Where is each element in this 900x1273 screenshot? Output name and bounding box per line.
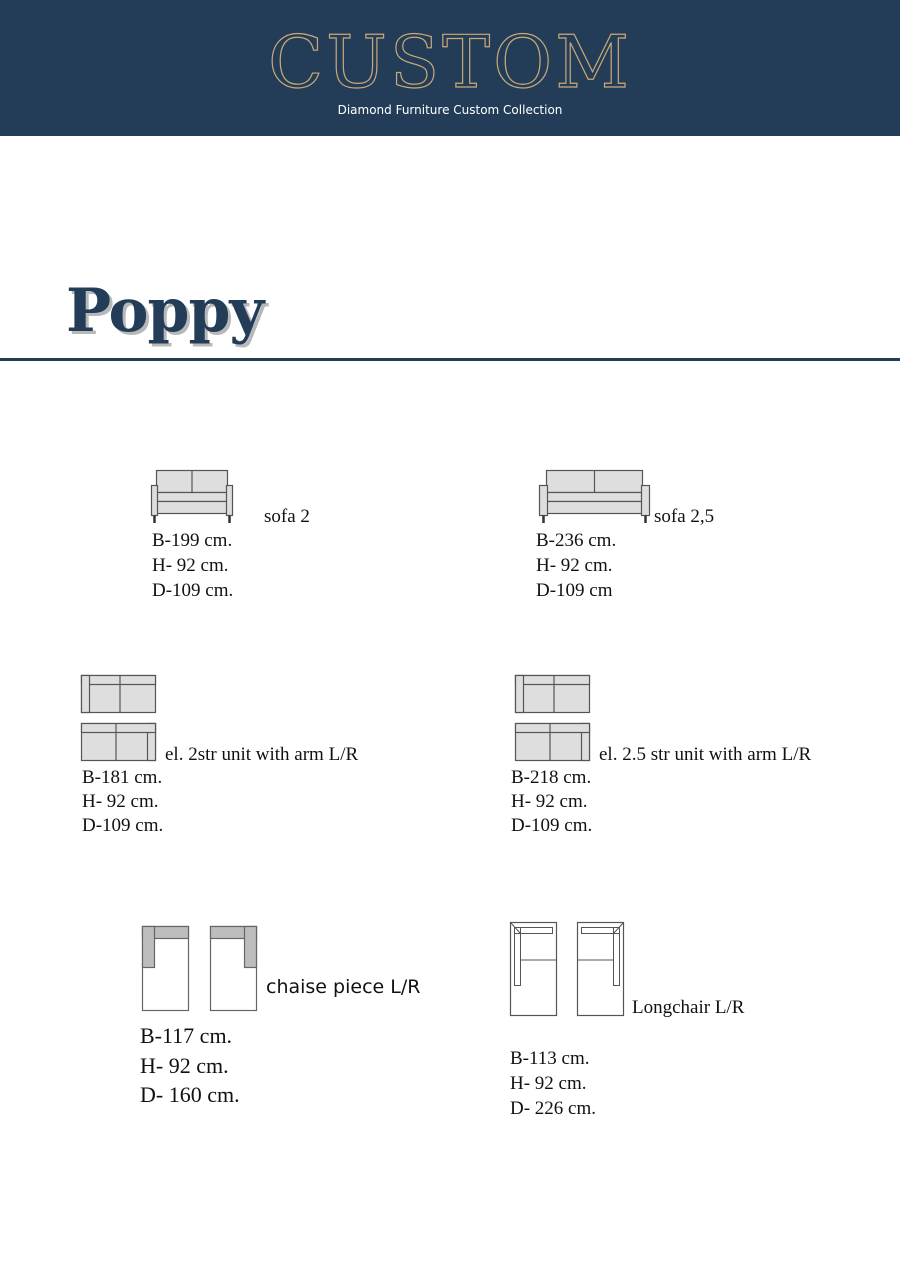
width-dimension: B-113 cm. xyxy=(510,1048,590,1069)
brand-tagline: Diamond Furniture Custom Collection xyxy=(337,103,563,117)
brand-logo: CUSTOM xyxy=(268,20,632,104)
product-label: Longchair L/R xyxy=(632,997,745,1018)
height-dimension: H- 92 cm. xyxy=(536,555,613,576)
page-title: Poppy xyxy=(66,276,264,346)
height-dimension: H- 92 cm. xyxy=(140,1052,229,1078)
two-seater-unit-with-arm-icon xyxy=(80,674,158,764)
width-dimension: B-199 cm. xyxy=(152,530,233,551)
header-banner xyxy=(0,0,900,136)
height-dimension: H- 92 cm. xyxy=(510,1073,587,1094)
product-label: sofa 2 xyxy=(264,506,310,527)
product-label: chaise piece L/R xyxy=(266,976,421,998)
depth-dimension: D- 226 cm. xyxy=(510,1098,597,1119)
width-dimension: B-236 cm. xyxy=(536,530,617,551)
product-label: el. 2str unit with arm L/R xyxy=(165,744,359,765)
width-dimension: B-218 cm. xyxy=(511,767,592,788)
depth-dimension: D-109 cm. xyxy=(152,580,234,601)
height-dimension: H- 92 cm. xyxy=(82,791,159,812)
sofa-2-5-icon xyxy=(538,469,651,525)
chaise-piece-icon xyxy=(139,924,263,1014)
product-label: sofa 2,5 xyxy=(654,506,715,527)
title-divider xyxy=(0,358,900,361)
two-and-half-seater-unit-with-arm-icon xyxy=(514,674,592,764)
height-dimension: H- 92 cm. xyxy=(511,791,588,812)
depth-dimension: D-109 cm xyxy=(536,580,613,601)
depth-dimension: D-109 cm. xyxy=(511,815,593,836)
width-dimension: B-117 cm. xyxy=(140,1023,233,1048)
depth-dimension: D- 160 cm. xyxy=(140,1082,240,1107)
longchair-icon xyxy=(508,920,630,1018)
width-dimension: B-181 cm. xyxy=(82,767,163,788)
product-label: el. 2.5 str unit with arm L/R xyxy=(599,744,812,765)
height-dimension: H- 92 cm. xyxy=(152,555,229,576)
depth-dimension: D-109 cm. xyxy=(82,815,164,836)
sofa-2-icon xyxy=(150,469,234,525)
